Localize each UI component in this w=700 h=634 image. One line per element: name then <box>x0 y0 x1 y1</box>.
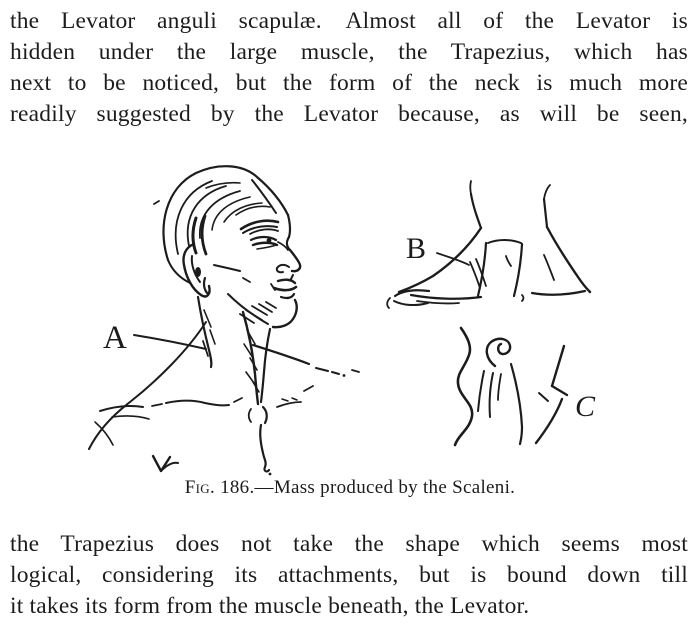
text-line: hidden under the large muscle, the Trapezius, which has <box>10 39 688 65</box>
figure-caption-prefix: Fig. <box>184 477 216 498</box>
text-line: it takes its form from the muscle beneath, the Levator. <box>10 593 530 619</box>
figure-illustration <box>0 158 700 478</box>
text-line: readily suggested by the Levator because, as will be seen, <box>10 101 688 127</box>
figure-label-c: C <box>575 390 596 423</box>
text-line: next to be noticed, but the form of the neck is much more <box>10 70 688 96</box>
figure-label-b: B <box>406 232 427 265</box>
head-sketch <box>89 166 359 475</box>
text-line: logical, considering its attachments, but is bound down till <box>10 562 688 588</box>
neck-side-sketch-c <box>455 328 596 445</box>
figure-caption-text: 186.—Mass produced by the Scaleni. <box>215 477 516 498</box>
figure-caption <box>0 477 700 499</box>
paragraph-bottom <box>10 529 688 622</box>
neck-back-sketch-b <box>387 181 590 308</box>
text-line: the Trapezius does not take the shape which seems most <box>10 531 688 557</box>
artist-v-mark <box>153 456 178 471</box>
paragraph-top <box>10 6 688 130</box>
label-b-pointer-line <box>437 253 469 265</box>
figure-label-a: A <box>103 320 127 356</box>
text-line: the Levator anguli scapulæ. Almost all of the Levator is <box>10 8 688 34</box>
